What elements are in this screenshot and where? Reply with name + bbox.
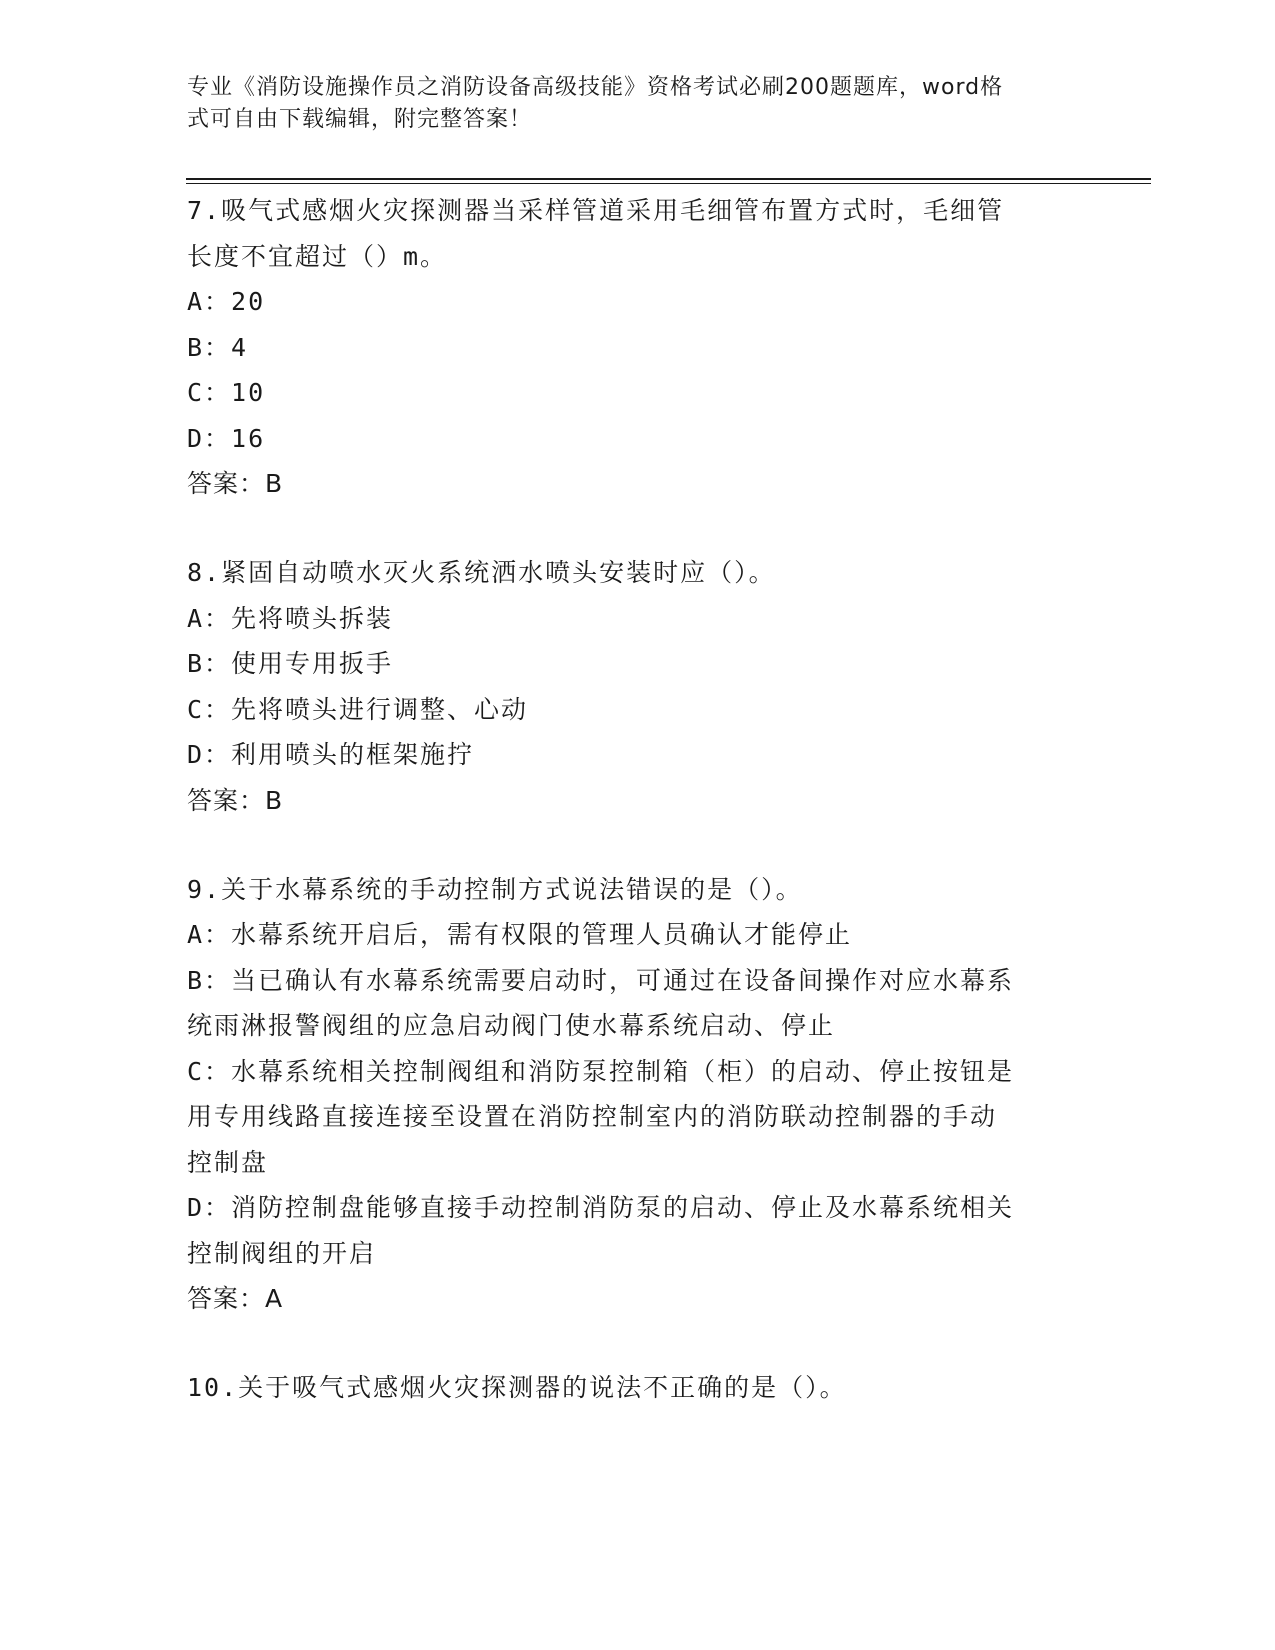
question-stem: 8.紧固自动喷水灭火系统洒水喷头安装时应（）。 [187, 558, 776, 587]
document-header [187, 72, 1067, 136]
question-stem: 9.关于水幕系统的手动控制方式说法错误的是（）。 [187, 874, 803, 904]
option-b: B：4 [187, 332, 249, 362]
option-c-continued: 用专用线路直接连接至设置在消防控制室内的消防联动控制器的手动 [187, 1102, 998, 1131]
option-c: C：先将喷头进行调整、心动 [187, 694, 529, 724]
option-a: A：水幕系统开启后，需有权限的管理人员确认才能停止 [187, 920, 853, 949]
header-line-2: 式可自由下载编辑，附完整答案！ [187, 107, 533, 132]
option-a: A：20 [187, 287, 266, 316]
question-10 [187, 1365, 1087, 1411]
header-divider-thick [186, 178, 1151, 180]
option-a: A：先将喷头拆装 [187, 603, 394, 633]
option-b: B：使用专用扳手 [187, 649, 394, 678]
question-list [187, 188, 1087, 1455]
answer-label: 答案：B [187, 785, 284, 815]
question-stem: 长度不宜超过（）m。 [187, 241, 448, 271]
option-d: D：消防控制盘能够直接手动控制消防泵的启动、停止及水幕系统相关 [187, 1193, 1015, 1222]
option-b: B：当已确认有水幕系统需要启动时，可通过在设备间操作对应水幕系 [187, 965, 1015, 995]
header-line-1: 专业《消防设施操作员之消防设备高级技能》资格考试必刷200题题库，word格 [187, 75, 1004, 100]
option-c: C：10 [187, 378, 266, 407]
option-c: C：水幕系统相关控制阀组和消防泵控制箱（柜）的启动、停止按钮是 [187, 1056, 1015, 1086]
option-d: D：16 [187, 423, 266, 453]
option-c-continued: 控制盘 [187, 1147, 269, 1177]
option-d: D：利用喷头的框架施拧 [187, 740, 475, 769]
header-divider-thin [186, 183, 1151, 184]
option-d-continued: 控制阀组的开启 [187, 1238, 377, 1268]
question-9 [187, 867, 1087, 1322]
question-stem: 7.吸气式感烟火灾探测器当采样管道采用毛细管布置方式时，毛细管 [187, 196, 1005, 225]
option-b-continued: 统雨淋报警阀组的应急启动阀门使水幕系统启动、停止 [187, 1011, 836, 1040]
question-8 [187, 550, 1087, 823]
answer-label: 答案：A [187, 1284, 284, 1313]
question-stem: 10.关于吸气式感烟火灾探测器的说法不正确的是（）。 [187, 1373, 847, 1402]
answer-label: 答案：B [187, 469, 284, 498]
question-7 [187, 188, 1087, 506]
